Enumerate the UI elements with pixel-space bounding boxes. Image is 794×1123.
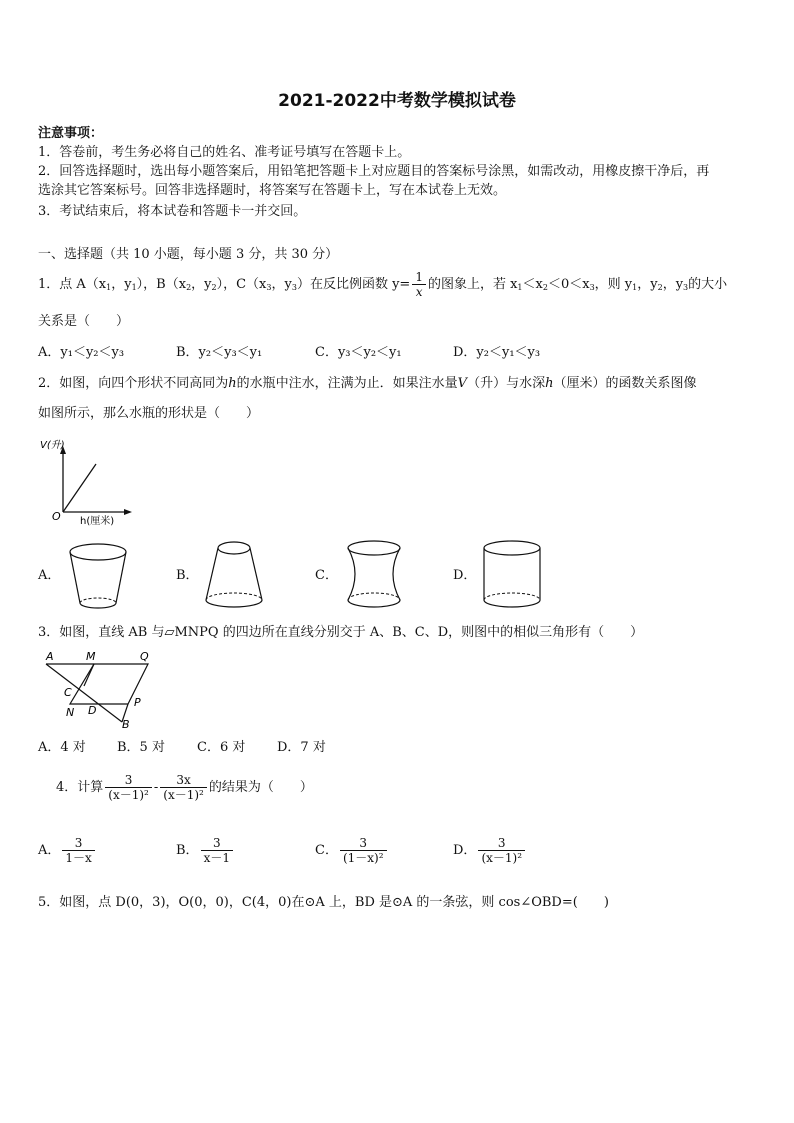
q4-fraction-1: $\frac{3}{\text{(x－1)²}}$	[105, 773, 152, 802]
q4-option-b: B． $\frac{3}{x-1}$	[176, 836, 235, 865]
line-ab	[46, 664, 122, 722]
q4-option-c: C． $\frac{3}{\text{(1－x)²}}$	[315, 836, 389, 865]
label-p: P	[134, 696, 141, 709]
graph-line	[63, 464, 96, 512]
q3-option-a: A．4 对	[38, 740, 86, 755]
notice-item-2: 2．回答选择题时，选出每小题答案后，用铅笔把答题卡上对应题目的答案标号涂黑，如需改动，用橡皮擦干净后，再	[38, 164, 710, 179]
q1-option-a: A．y₁＜y₂＜y₃	[38, 345, 125, 360]
q2-bottle-b	[202, 538, 266, 612]
q2-graph	[36, 432, 136, 530]
q1-option-d: D．y₂＜y₁＜y₃	[453, 345, 541, 360]
x-axis-arrow	[124, 509, 132, 515]
q2-option-d: D．	[453, 568, 477, 583]
q1-fraction: $\frac{1}{x}$	[412, 270, 426, 299]
q4-option-a: A． $\frac{3}{1-x}$	[38, 836, 97, 865]
question-2-line2: 如图所示，那么水瓶的形状是（ ）	[38, 406, 260, 421]
q3-option-d: D．7 对	[277, 740, 326, 755]
question-1: 1．点 $A(x_1$，$y_1$），$B(x_2$，$y_2$），$C(x_3$，$y_3$）在反比例函数 y= $\frac{1}{x}$ 的图象上，若 $x_1<x_2<0<x_3$，则 $y_1$，$y_2$，$y_3$的大小	[38, 270, 728, 299]
q2-option-c: C．	[315, 568, 338, 583]
question-2: 2．如图，向四个形状不同高同为h的水瓶中注水，注满为止．如果注水量V（升）与水深h（厘米）的函数关系图像	[38, 376, 697, 391]
label-a: A	[46, 650, 54, 663]
q1-option-c: C．y₃＜y₂＜y₁	[315, 345, 402, 360]
question-1-line2: 关系是（ ）	[38, 314, 130, 329]
label-n: N	[66, 706, 75, 719]
q2-bottle-d	[480, 538, 544, 612]
q2-option-b: B．	[176, 568, 199, 583]
label-m: M	[86, 650, 96, 663]
question-5: 5．如图，点 D(0，3)，O(0，0)，C(4，0)在⊙A 上，BD 是⊙A 的一条弦，则 cos∠OBD=( )	[38, 895, 609, 910]
graph-origin: O	[52, 510, 61, 523]
label-b: B	[122, 718, 130, 731]
page-title: 2021-2022中考数学模拟试卷	[278, 91, 516, 111]
label-c: C	[64, 686, 72, 699]
graph-xlabel: h(厘米)	[80, 516, 115, 527]
q3-option-c: C．6 对	[197, 740, 246, 755]
q2-option-a: A．	[38, 568, 61, 583]
q4-option-d: D． $\frac{3}{\text{(x－1)²}}$	[453, 836, 527, 865]
section-heading: 一、选择题（共 10 小题，每小题 3 分，共 30 分）	[38, 247, 339, 262]
graph-ylabel: V(升)	[40, 440, 65, 451]
q3-figure	[40, 646, 160, 730]
notice-item-1: 1．答卷前，考生务必将自己的姓名、准考证号填写在答题卡上。	[38, 145, 411, 160]
q1-option-b: B．y₂＜y₃＜y₁	[176, 345, 263, 360]
label-d: D	[88, 704, 97, 717]
q2-bottle-a	[66, 540, 130, 612]
notice-item-2-cont: 选涂其它答案标号。回答非选择题时，将答案写在答题卡上，写在本试卷上无效。	[38, 183, 507, 198]
notice-heading: 注意事项：	[38, 126, 104, 141]
label-q: Q	[140, 650, 149, 663]
q4-fraction-2: $\frac{3x}{\text{(x－1)²}}$	[160, 773, 207, 802]
q2-bottle-c	[342, 538, 406, 612]
question-4: 4．计算 $\frac{3}{\text{(x－1)²}}$ - $\frac{3x}{\text{(x－1)²}}$ 的结果为（ ）	[56, 773, 313, 802]
question-3: 3．如图，直线 AB 与▱MNPQ 的四边所在直线分别交于 A、B、C、D，则图中的相似三角形有（ ）	[38, 625, 644, 640]
notice-item-3: 3．考试结束后，将本试卷和答题卡一并交回。	[38, 204, 307, 219]
q3-option-b: B．5 对	[117, 740, 165, 755]
